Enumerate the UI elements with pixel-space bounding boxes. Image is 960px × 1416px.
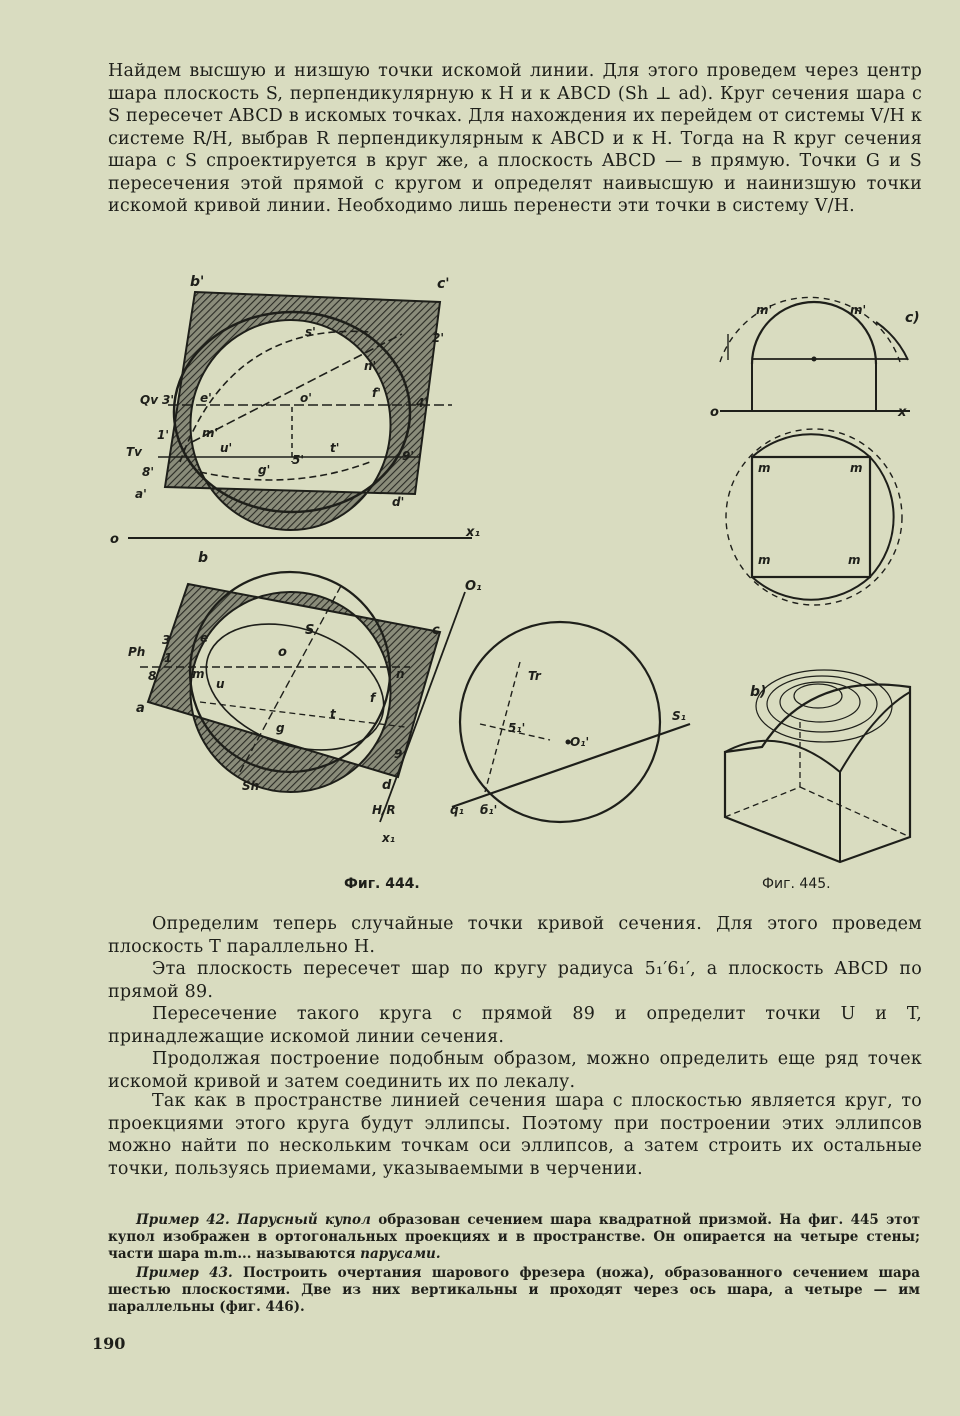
label-9b: 9 (394, 747, 403, 761)
label-4: 4' (416, 396, 429, 410)
example-42-lead: Пример 42. (136, 1212, 230, 1228)
label-ph: Ph (128, 645, 146, 659)
paragraph-2 (108, 913, 922, 958)
paragraph-6-text: Так как в пространстве линией сечения шара с плоскостью является круг, то проекциями этого круга будут эллипсы. Поэтому при построении этих эллипсов можно найти по нескольким точкам оси эллипсов, а затем строить их остальные точки, пользуясь приемами, указываемыми в черчении. (108, 1091, 922, 1179)
caption-figure-444: Фиг. 444. (344, 876, 420, 892)
label-s-top: s' (305, 325, 316, 339)
label-8: 8' (142, 465, 155, 479)
example-43 (108, 1265, 920, 1316)
dome-plan (726, 429, 902, 605)
label-f: f' (372, 386, 381, 400)
label-m-b: m (850, 461, 863, 475)
label-axis-o: o (110, 532, 119, 547)
label-m-d: m (848, 553, 861, 567)
label-s1: S₁ (672, 709, 686, 723)
dome-frontal (720, 297, 920, 410)
label-axis-o-445: o (710, 405, 719, 420)
label-o1: O₁ (465, 579, 482, 594)
example-42-text: образован сечением шара квадратной призмой. На фиг. 445 этот купол изображен в ортогональных проекциях и в пространстве. Он опирается на четыре стены; части шара m.m... называются (108, 1212, 921, 1262)
label-c-bot: c (432, 623, 440, 638)
label-b-view: b) (750, 684, 767, 700)
label-hr: H/R (372, 803, 396, 817)
label-u-bot: u (216, 677, 225, 691)
label-x1: x₁ (382, 831, 395, 845)
paragraph-5 (108, 1048, 922, 1093)
label-m-a: m (758, 461, 771, 475)
label-b-top: b' (190, 274, 205, 290)
label-c-top: c' (437, 276, 450, 292)
label-m-prime-2: m' (850, 303, 867, 317)
paragraph-1: Найдем высшую и низшую точки искомой линии. Для этого проведем через центр шара плоскость S, перпендикулярную к H и к ABCD (Sh ⊥ ad). Круг сечения шара с S пересечет ABCD в искомых точках. Для нахождения их перейдем от системы V/H к системе R/H, выбрав R перпендикулярным к ABCD и к H. Тогда на R круг сечения шара с S спроектируется в круг же, а плоскость ABCD — в прямую. Точки G и S пересечения этой прямой с кругом и определят наивысшую и наинизшую точки искомой кривой линии. Необходимо лишь перенести эти точки в систему V/H. (108, 61, 922, 216)
paragraph-3-text: Эта плоскость пересечет шар по кругу радиуса 5₁′6₁′, а плоскость ABCD по прямой 89. (108, 959, 922, 1002)
paragraph-4-text: Пересечение такого круга с прямой 89 и определит точки U и T, принадлежащие искомой линии сечения. (108, 1004, 922, 1047)
label-d: d' (392, 495, 405, 509)
label-m: m' (202, 426, 219, 440)
label-2: 2' (432, 331, 445, 345)
label-o-bot: o (278, 645, 287, 660)
label-axis-x-445: x (898, 405, 907, 420)
label-m-c: m (758, 553, 771, 567)
label-q1: q₁ (450, 803, 464, 817)
label-sh: Sh (242, 779, 260, 793)
example-42 (108, 1212, 920, 1263)
label-s-bot: S (305, 623, 315, 638)
label-1b: 1 (164, 651, 173, 665)
label-t-bot: t (330, 707, 336, 721)
label-n-bot: n (396, 667, 405, 681)
label-3b: 3 (162, 633, 171, 647)
label-1: 1' (157, 428, 170, 442)
label-o1-prime: O₁' (570, 735, 590, 749)
label-3: 3' (162, 393, 175, 407)
horizontal-projection (128, 550, 482, 845)
label-m-bot: m (192, 667, 205, 681)
paragraph-2-text: Определим теперь случайные точки кривой сечения. Для этого проведем плоскость T параллельно H. (108, 914, 922, 957)
label-a-bot: a (136, 701, 145, 716)
label-e-bot: e (200, 631, 209, 645)
label-b-bot: b (198, 550, 209, 566)
figure-444 (80, 262, 720, 862)
frontal-projection (126, 274, 452, 530)
label-c-view: c) (905, 310, 920, 326)
page-number: 190 (92, 1334, 126, 1353)
label-m-prime-1: m' (756, 303, 773, 317)
caption-figure-445: Фиг. 445. (762, 876, 831, 892)
label-axis-x: x₁ (466, 525, 481, 540)
label-qv: Qv (140, 393, 159, 407)
label-b1: б₁' (480, 803, 498, 817)
paragraph-4 (108, 1003, 922, 1048)
label-tr: Tr (528, 669, 541, 683)
example-43-lead: Пример 43. (136, 1265, 233, 1281)
example-43-text: Построить очертания шарового фрезера (ножа), образованного сечением шара шестью плоскостями. Две из них вертикальны и проходят через ось шара, а четыре — им параллельны (фиг. 446). (108, 1265, 920, 1315)
label-f-bot: f (370, 691, 376, 705)
label-g: g' (258, 463, 271, 477)
label-9: 9' (402, 449, 415, 463)
paragraph-5-text: Продолжая построение подобным образом, можно определить еще ряд точек искомой кривой и затем соединить их по лекалу. (108, 1049, 922, 1092)
example-42-title: Парусный купол (237, 1212, 371, 1228)
label-u: u' (220, 441, 233, 455)
label-o: o' (300, 391, 312, 405)
label-e: e' (200, 391, 212, 405)
label-g-bot: g (276, 721, 285, 735)
label-5-1: 5₁' (508, 721, 526, 735)
label-5: 5' (292, 453, 305, 467)
example-42-term: парусами. (360, 1246, 441, 1262)
figure-445 (690, 292, 940, 872)
label-8b: 8 (148, 669, 157, 683)
paragraph-6 (108, 1090, 922, 1180)
label-tv: Tv (126, 445, 143, 459)
label-t: t' (330, 441, 340, 455)
label-d-bot: d (382, 778, 392, 793)
label-a: a' (135, 487, 147, 501)
paragraph-3 (108, 958, 922, 1003)
dome-perspective (725, 670, 910, 862)
auxiliary-projection (450, 622, 690, 822)
label-n: n' (364, 359, 377, 373)
